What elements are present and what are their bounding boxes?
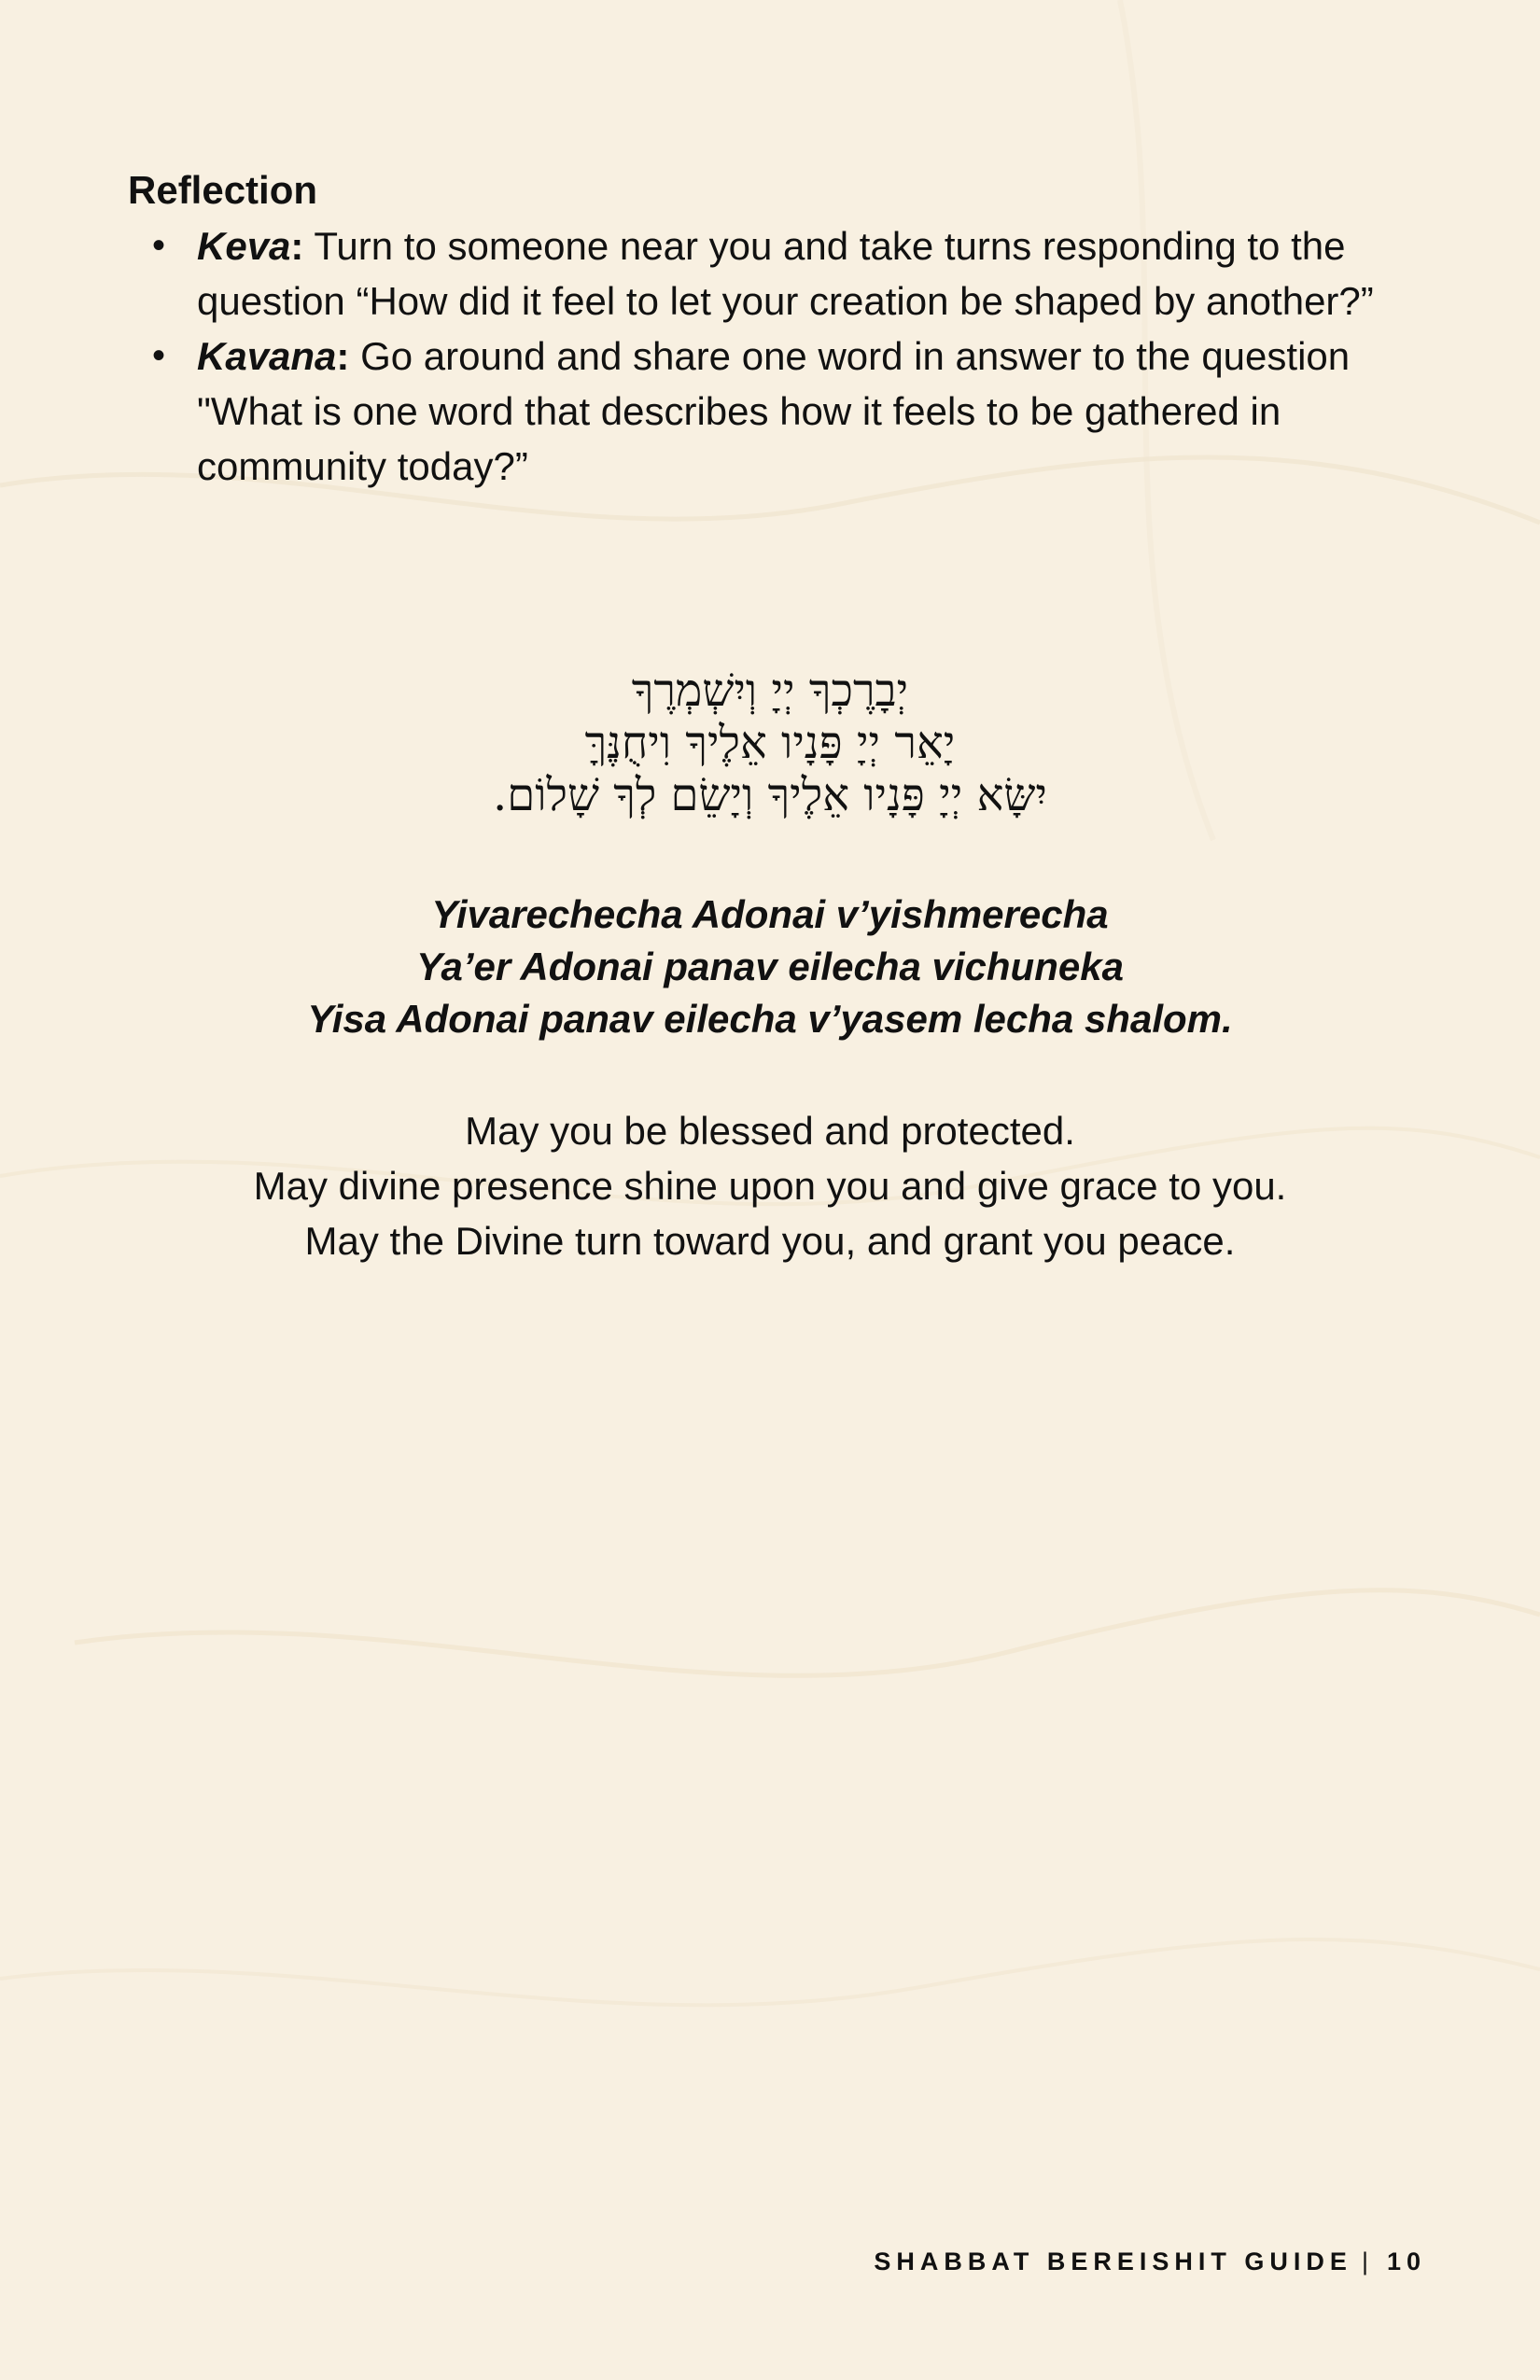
reflection-term: Keva <box>197 224 291 268</box>
transliteration-line: Yivarechecha Adonai v’yishmerecha <box>431 892 1109 936</box>
translation-line: May you be blessed and protected. <box>465 1109 1075 1153</box>
transliteration-line: Yisa Adonai panav eilecha v’yasem lecha shalom. <box>307 997 1233 1041</box>
hebrew-line: יָאֵר יְיָ פָּנָיו אֵלֶיךָ וִיחֻנֶּךָּ <box>584 717 956 769</box>
reflection-term: Kavana <box>197 334 337 378</box>
footer-separator: | <box>1361 2247 1374 2275</box>
hebrew-line: יְבָרֶכְךָ יְיָ וְיִשְׁמְרֶךָ <box>631 665 909 717</box>
reflection-list <box>128 218 1435 494</box>
bullet-icon: • <box>152 225 166 266</box>
hebrew-line: יִשָּׂא יְיָ פָּנָיו אֵלֶיךָ וְיָשֵׂם לְךָ שָׁלוֹם. <box>493 769 1047 821</box>
transliteration-line: Ya’er Adonai panav eilecha vichuneka <box>416 945 1124 988</box>
transliteration-block <box>0 889 1540 1045</box>
hebrew-blessing <box>0 665 1540 821</box>
reflection-item-kavana <box>128 329 1435 494</box>
reflection-text: Go around and share one word in answer to the question "What is one word that describes how it feels to be gathered in community today?” <box>197 334 1351 488</box>
translation-line: May divine presence shine upon you and give grace to you. <box>253 1164 1287 1208</box>
reflection-item-keva <box>128 218 1435 329</box>
reflection-colon: : <box>290 224 304 268</box>
page-footer <box>874 2243 1426 2280</box>
page-number: 10 <box>1386 2247 1426 2275</box>
bullet-icon: • <box>152 335 166 376</box>
reflection-colon: : <box>336 334 350 378</box>
translation-block <box>0 1103 1540 1268</box>
reflection-text: Turn to someone near you and take turns responding to the question “How did it feel to let your creation be shaped by another?” <box>197 224 1374 323</box>
reflection-heading: Reflection <box>128 168 318 212</box>
translation-line: May the Divine turn toward you, and grant you peace. <box>304 1219 1236 1263</box>
footer-title: SHABBAT BEREISHIT GUIDE <box>874 2247 1352 2275</box>
